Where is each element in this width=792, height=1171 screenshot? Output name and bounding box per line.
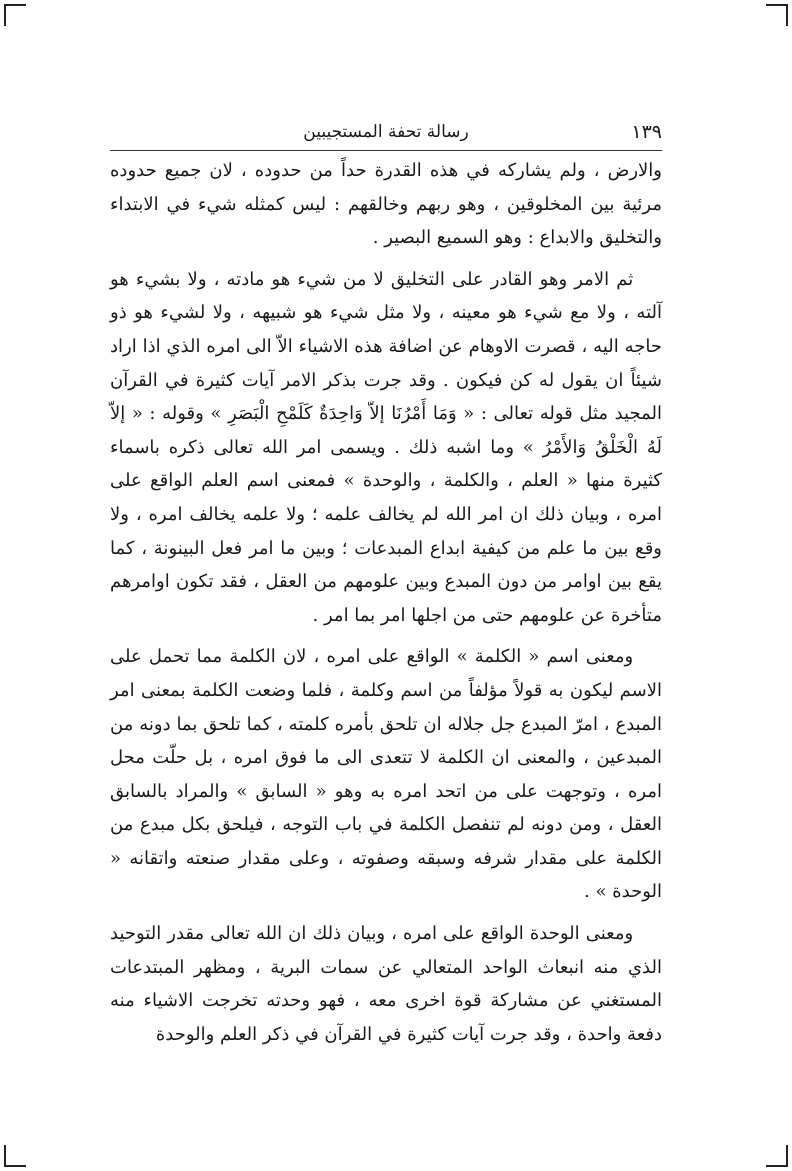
scan-corner-mark (4, 4, 26, 26)
paragraph: والارض ، ولم يشاركه في هذه القدرة حداً من حدوده ، لان جميع حدوده مرئية بين المخلوقين ، وهو ربهم وخالقهم : ليس كمثله شيء في الابتداء والتخليق والابداع : وهو السميع البصير . (110, 160, 662, 249)
paragraph: ومعنى الوحدة الواقع على امره ، وبيان ذلك ان الله تعالى مقدر التوحيد الذي منه انبعاث الواحد المتعالي عن سمات البرية ، ومظهر المبتدعات المستغني عن مشاركة قوة اخرى معه ، فهو وحدته تخرجت الاشياء منه دفعة واحدة ، وقد جرت آيات كثيرة في القرآن في ذكر العلم والوحدة (110, 923, 662, 1045)
running-title: رسالة تحفة المستجيبين (303, 122, 469, 142)
page-header (110, 118, 662, 148)
paragraph: ثم الامر وهو القادر على التخليق لا من شيء هو مادته ، ولا بشيء هو آلته ، ولا مع شيء هو معينه ، ولا مثل شيء هو شبيهه ، ولا لشيء هو ذو حاجه اليه ، قصرت الاوهام عن اضافة هذه الاشياء الاّ الى امره الذي اذا اراد شيئاً ان يقول له كن فيكون . وقد جرت بذكر الامر آيات كثيرة في القرآن المجيد مثل قوله تعالى : « وَمَا أَمْرُنَا إلاّ وَاحِدَةٌ كَلَمْحِ الْبَصَرِ » وقوله : « إلاّ لَهُ الْخَلْقُ وَالأَمْرُ » وما اشبه ذلك . ويسمى امر الله تعالى ذكره باسماء كثيرة منها « العلم ، والكلمة ، والوحدة » فمعنى اسم العلم الواقع على امره ، وبيان ذلك ان امر الله لم يخالف علمه ؛ ولا علمه يخالف امره ، ولا وقع بين ما علم من كيفية ابداع المبدعات ؛ وبين ما امر فعل البينونة ، كما يقع بين اوامر من دون المبدع وبين علومهم من العقل ، فقد تكون اوامرهم متأخرة عن علومهم حتى من اجلها امر بما امر . (110, 268, 662, 626)
header-divider (110, 150, 662, 151)
page-number: ١٣٩ (631, 121, 662, 143)
paragraph: ومعنى اسم « الكلمة » الواقع على امره ، لان الكلمة مما تحمل على الاسم ليكون به قولاً مؤلفاً من اسم وكلمة ، فلما وضعت الكلمة بمعنى امر المبدع ، امرّ المبدع جل جلاله ان تلحق بأمره كلمته ، كما تلحق بما دونه من المبدعين ، والمعنى ان الكلمة لا تتعدى الى ما فوق امره ، بل حلّت محل امره ، وتوجهت على من اتحد امره به وهو « السابق » والمراد بالسابق العقل ، ومن دونه لم تنفصل الكلمة في باب التوجه ، فيلحق بكل مبدع من الكلمة على مقدار شرفه وسبقه وصفوته ، وعلى مقدار صنعته واتقانه « الوحدة » . (110, 646, 662, 903)
scan-corner-mark (766, 1145, 788, 1167)
scan-corner-mark (766, 4, 788, 26)
scan-corner-mark (4, 1145, 26, 1167)
body-text (110, 154, 662, 1154)
